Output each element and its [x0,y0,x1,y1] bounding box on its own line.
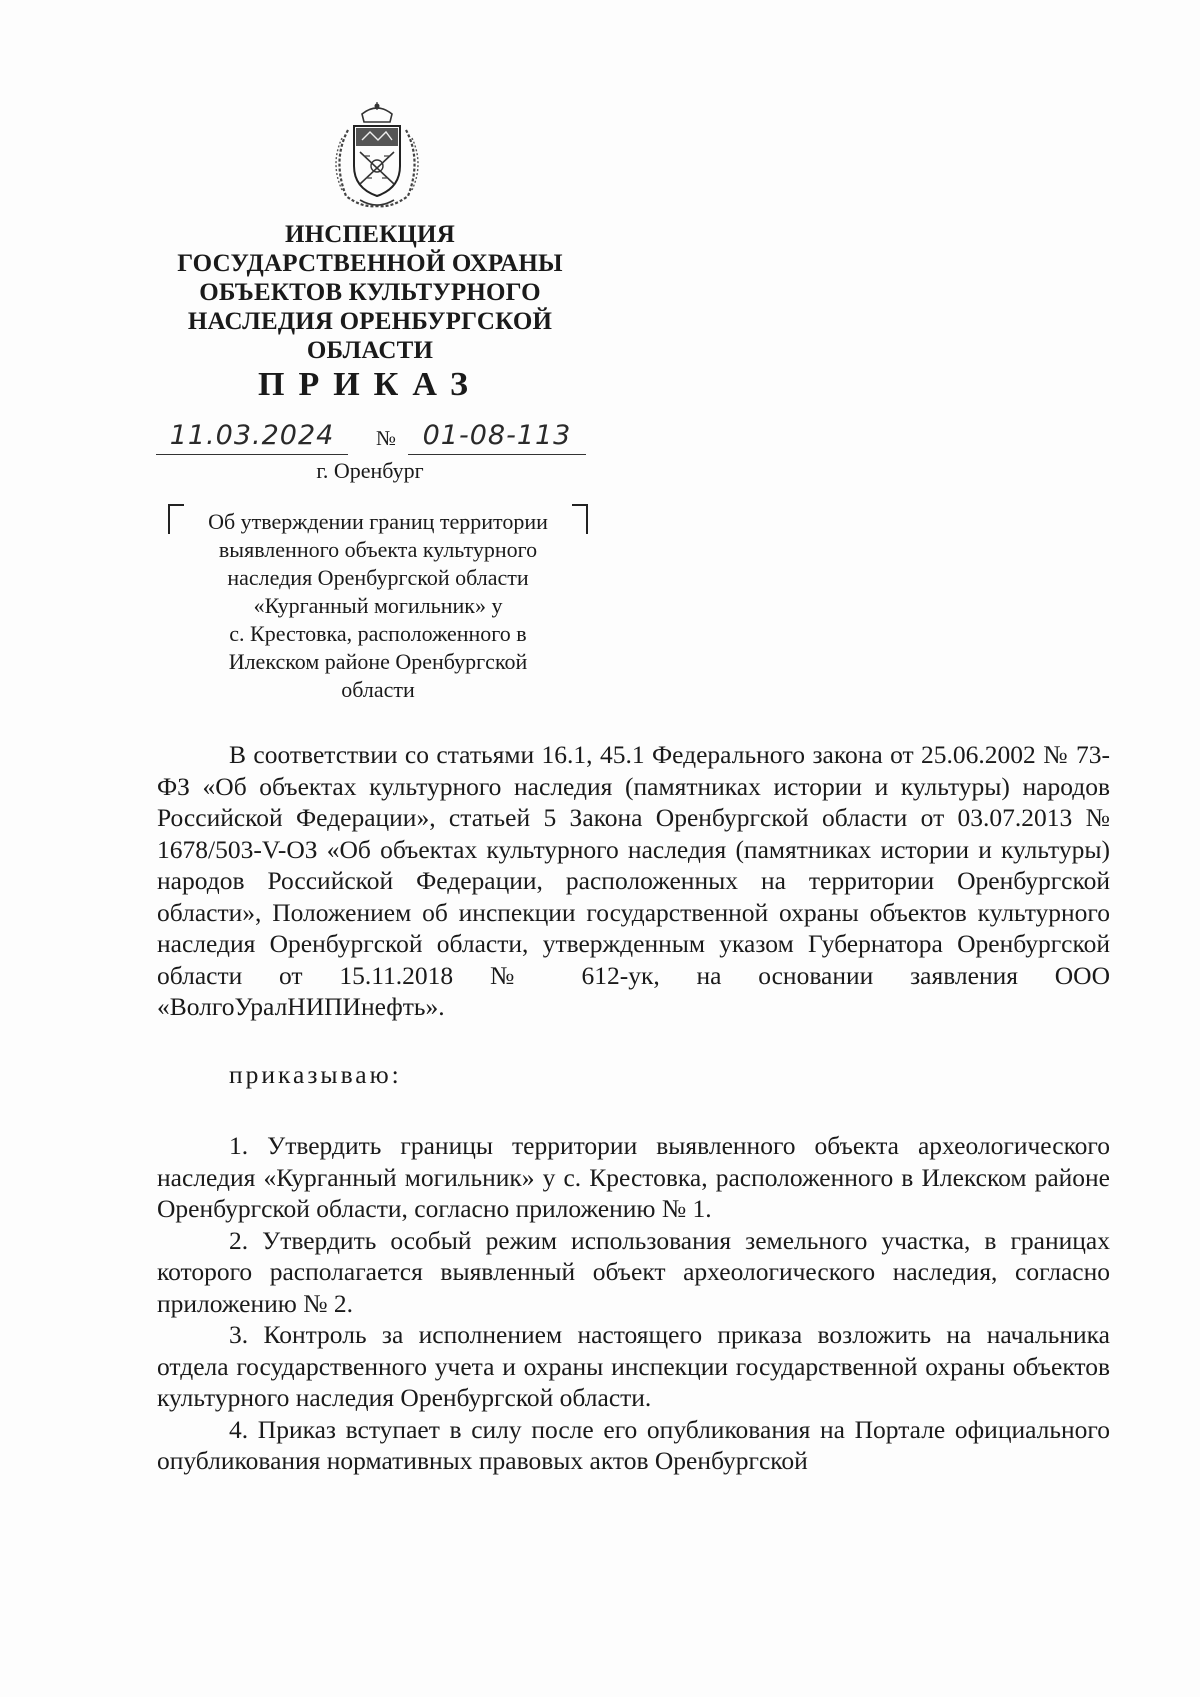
number-sign-label: № [376,426,397,450]
decree-word: приказываю: [229,1059,402,1089]
subject-line: наследия Оренбургской области [227,565,529,590]
issuer-line: НАСЛЕДИЯ ОРЕНБУРГСКОЙ [187,308,553,335]
subject-line: Илекском районе Оренбургской [228,649,528,674]
order-item: 2. Утвердить особый режим использования земельного участка, в границах которого располагается выявленный объект археологического наследия, согласно приложению № 2. [157,1225,1110,1318]
corner-bracket-left [168,504,184,534]
issuer-line: ОБЛАСТИ [306,337,434,364]
subject-line: области [341,677,415,702]
document-body [157,739,1110,1477]
subject-line: Об утверждении границ территории [208,509,548,534]
preamble-paragraph: В соответствии со статьями 16.1, 45.1 Федерального закона от 25.06.2002 № 73-ФЗ «Об объектах культурного наследия (памятниках истории и культуры) народов Российской Федерации», статьей 5 Закона Оренбургской области от 03.07.2013 № 1678/503-V-ОЗ «Об объектах культурного наследия (памятниках истории и культуры) народов Российской Федерации, расположенных на территории Оренбургской области», Положением об инспекции государственной охраны объектов культурного наследия Оренбургской области, утвержденным указом Губернатора Оренбургской области от 15.11.2018 № 612-ук, на основании заявления ООО «ВолгоУралНИПИнефть». [157,740,1110,1021]
registration-line [150,420,590,460]
subject-text [168,504,588,704]
registration-date: 11.03.2024 [156,420,348,455]
issuer-line: ГОСУДАРСТВЕННОЙ ОХРАНЫ [177,250,563,277]
corner-bracket-right [572,504,588,534]
issuer-line: ИНСПЕКЦИЯ [285,221,455,248]
issuer-line: ОБЪЕКТОВ КУЛЬТУРНОГО [199,279,541,306]
order-item: 4. Приказ вступает в силу после его опубликования на Портале официального опубликования нормативных правовых актов Оренбургской [157,1414,1110,1475]
subject-line: выявленного объекта культурного [218,537,538,562]
document-type-title: ПРИКАЗ [258,366,482,403]
subject-line: «Курганный могильник» у [253,593,503,618]
subject-line: с. Крестовка, расположенного в [229,621,527,646]
coat-of-arms-emblem [326,100,428,212]
city-of-issue: г. Оренбург [316,458,424,483]
order-item: 3. Контроль за исполнением настоящего приказа возложить на начальника отдела государственного учета и охраны инспекции государственной охраны объектов культурного наследия Оренбургской области. [157,1320,1110,1412]
issuer-name [150,220,590,365]
order-item: 1. Утвердить границы территории выявленного объекта археологического наследия «Курганный могильник» у с. Крестовка, расположенного в Илекском районе Оренбургской области, согласно приложению № 1. [157,1131,1110,1223]
registration-number: 01-08-113 [408,420,586,455]
subject-block [168,504,588,704]
